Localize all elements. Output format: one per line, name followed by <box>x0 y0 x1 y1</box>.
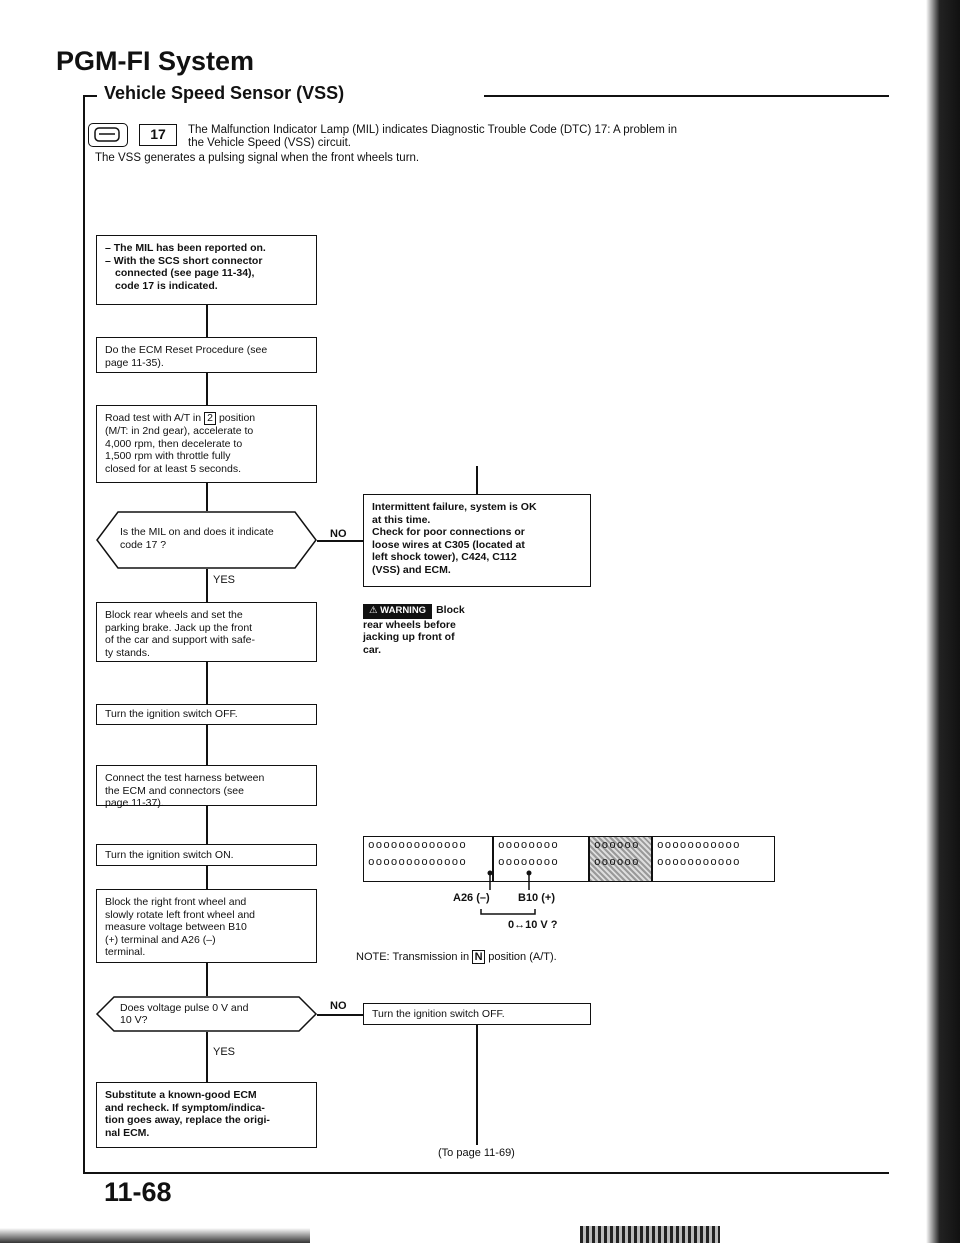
flow-line <box>206 725 208 765</box>
pin-row: oooooo <box>594 840 640 852</box>
decision-voltage-pulse <box>120 1002 248 1026</box>
flow-line <box>206 305 208 337</box>
result-text: Intermittent failure, system is OK <box>372 501 537 513</box>
step-block-wheels <box>96 602 317 662</box>
pin-row: ooooooooooooo <box>368 840 467 852</box>
step-text: Block the right front wheel and <box>105 896 247 908</box>
step-text: Block rear wheels and set the <box>105 609 243 621</box>
warning-text: rear wheels before <box>363 618 456 631</box>
result-text: loose wires at C305 (located at <box>372 538 525 551</box>
flow-line <box>206 483 208 511</box>
step-text: slowly rotate left front wheel and <box>105 908 255 921</box>
step-text: – The MIL has been reported on. <box>105 242 266 254</box>
decision-mil-on <box>120 526 274 551</box>
dtc-line-1: The Malfunction Indicator Lamp (MIL) indicates Diagnostic Trouble Code (DTC) 17: A problem in <box>188 124 677 136</box>
warning-text: jacking up front of <box>363 631 455 643</box>
connector-block-a <box>363 836 493 882</box>
dtc-description <box>188 124 677 150</box>
decision-text: Does voltage pulse 0 V and <box>120 1002 249 1014</box>
step-text: Connect the test harness between <box>105 772 265 784</box>
voltage-reading: 0↔10 V ? <box>508 919 558 931</box>
step-text: page 11-37). <box>105 797 164 809</box>
flow-line <box>476 1025 478 1145</box>
scan-artifact <box>580 1226 720 1243</box>
result-text: Check for poor connections or <box>372 526 525 538</box>
result-text: left shock tower), C424, C112 <box>372 551 517 563</box>
pin-row: oooooooo <box>498 857 559 869</box>
decision-text: Is the MIL on and does it indicate <box>120 526 274 538</box>
step-text: parking brake. Jack up the front <box>105 621 253 634</box>
flow-line <box>206 569 208 602</box>
binding-edge <box>926 0 960 1243</box>
intro-text: The VSS generates a pulsing signal when the front wheels turn. <box>95 152 420 164</box>
section-title: Vehicle Speed Sensor (VSS) <box>104 83 345 103</box>
pin-row: oooooo <box>594 857 640 869</box>
section-rule <box>484 95 889 97</box>
step-text: 1,500 rpm with throttle fully <box>105 450 231 462</box>
step-text: – With the SCS short connector <box>105 254 263 267</box>
step-ignition-on: Turn the ignition switch ON. <box>96 844 317 866</box>
step-ignition-off: Turn the ignition switch OFF. <box>96 704 317 725</box>
result-text: at this time. <box>372 513 431 526</box>
warning-note <box>363 604 465 656</box>
pin-row: ooooooooooo <box>657 857 741 869</box>
gear-position-box: 2 <box>204 412 216 425</box>
step-mil-reported <box>96 235 317 305</box>
flow-line <box>206 806 208 844</box>
step-text: nal ECM. <box>105 1126 150 1139</box>
yes-label: YES <box>213 574 236 586</box>
step-text: ty stands. <box>105 646 150 659</box>
page-number: 11-68 <box>104 1177 172 1207</box>
step-text: 4,000 rpm, then decelerate to <box>105 437 243 450</box>
pin-row: ooooooooooooo <box>368 857 467 869</box>
no-label: NO <box>330 528 347 540</box>
connector-block-c <box>589 836 652 882</box>
step-text: closed for at least 5 seconds. <box>105 462 241 475</box>
step-ecm-reset <box>96 337 317 373</box>
pin-a26-label: A26 (–) <box>453 892 490 904</box>
scan-artifact <box>0 1228 310 1243</box>
flow-line <box>206 662 208 704</box>
mil-icon <box>88 123 128 147</box>
no-label: NO <box>330 1000 347 1012</box>
no-branch-line <box>317 540 363 542</box>
flow-line <box>206 866 208 889</box>
step-text: tion goes away, replace the origi- <box>105 1114 270 1126</box>
step-text: (M/T: in 2nd gear), accelerate to <box>105 425 254 437</box>
pin-row: ooooooooooo <box>657 840 741 852</box>
pin-b10-label: B10 (+) <box>518 892 555 904</box>
step-text: Road test with A/T in 2 position <box>105 412 256 424</box>
pin-row: oooooooo <box>498 840 559 852</box>
page-title: PGM-FI System <box>56 46 255 76</box>
step-text: code 17 is indicated. <box>115 279 218 292</box>
intermittent-failure <box>363 494 591 587</box>
connector-block-d <box>652 836 775 882</box>
section-rule-left <box>83 95 97 97</box>
step-text: page 11-35). <box>105 356 164 369</box>
page-bottom-border <box>83 1172 889 1174</box>
step-text: connected (see page 11-34), <box>115 267 255 279</box>
warning-line-1: ⚠ WARNING Block <box>363 604 465 619</box>
decision-text: code 17 ? <box>120 538 167 551</box>
to-page-ref: (To page 11-69) <box>438 1147 515 1159</box>
flow-line <box>206 373 208 405</box>
result-text: (VSS) and ECM. <box>372 563 451 576</box>
warning-text: car. <box>363 643 382 656</box>
dtc-code: 17 <box>150 126 166 142</box>
transmission-note: NOTE: Transmission in N position (A/T). <box>356 951 557 963</box>
step-text: Do the ECM Reset Procedure (see <box>105 344 268 356</box>
dtc-code-box <box>139 124 177 146</box>
step-text: Substitute a known-good ECM <box>105 1089 257 1101</box>
dtc-line-2: the Vehicle Speed (VSS) circuit. <box>188 137 351 149</box>
step-text: of the car and support with safe- <box>105 634 255 646</box>
step-connect-harness <box>96 765 317 809</box>
step-ignition-off-2: Turn the ignition switch OFF. <box>363 1003 591 1025</box>
step-text: and recheck. If symptom/indica- <box>105 1101 265 1114</box>
step-measure-voltage <box>96 889 317 963</box>
neutral-box: N <box>472 950 485 964</box>
no-branch-line <box>317 1014 363 1016</box>
step-road-test <box>96 405 317 483</box>
step-substitute-ecm <box>96 1082 317 1148</box>
step-text: terminal. <box>105 946 146 958</box>
step-text: the ECM and connectors (see <box>105 784 244 797</box>
decision-text: 10 V? <box>120 1014 148 1026</box>
step-text: (+) terminal and A26 (–) <box>105 933 216 946</box>
step-text: measure voltage between B10 <box>105 921 247 933</box>
yes-label: YES <box>213 1046 236 1058</box>
warning-icon: ⚠ WARNING <box>363 604 432 619</box>
page-left-border <box>83 95 85 1172</box>
flow-line <box>206 1032 208 1082</box>
flow-line <box>206 963 208 996</box>
flow-line <box>476 466 478 494</box>
